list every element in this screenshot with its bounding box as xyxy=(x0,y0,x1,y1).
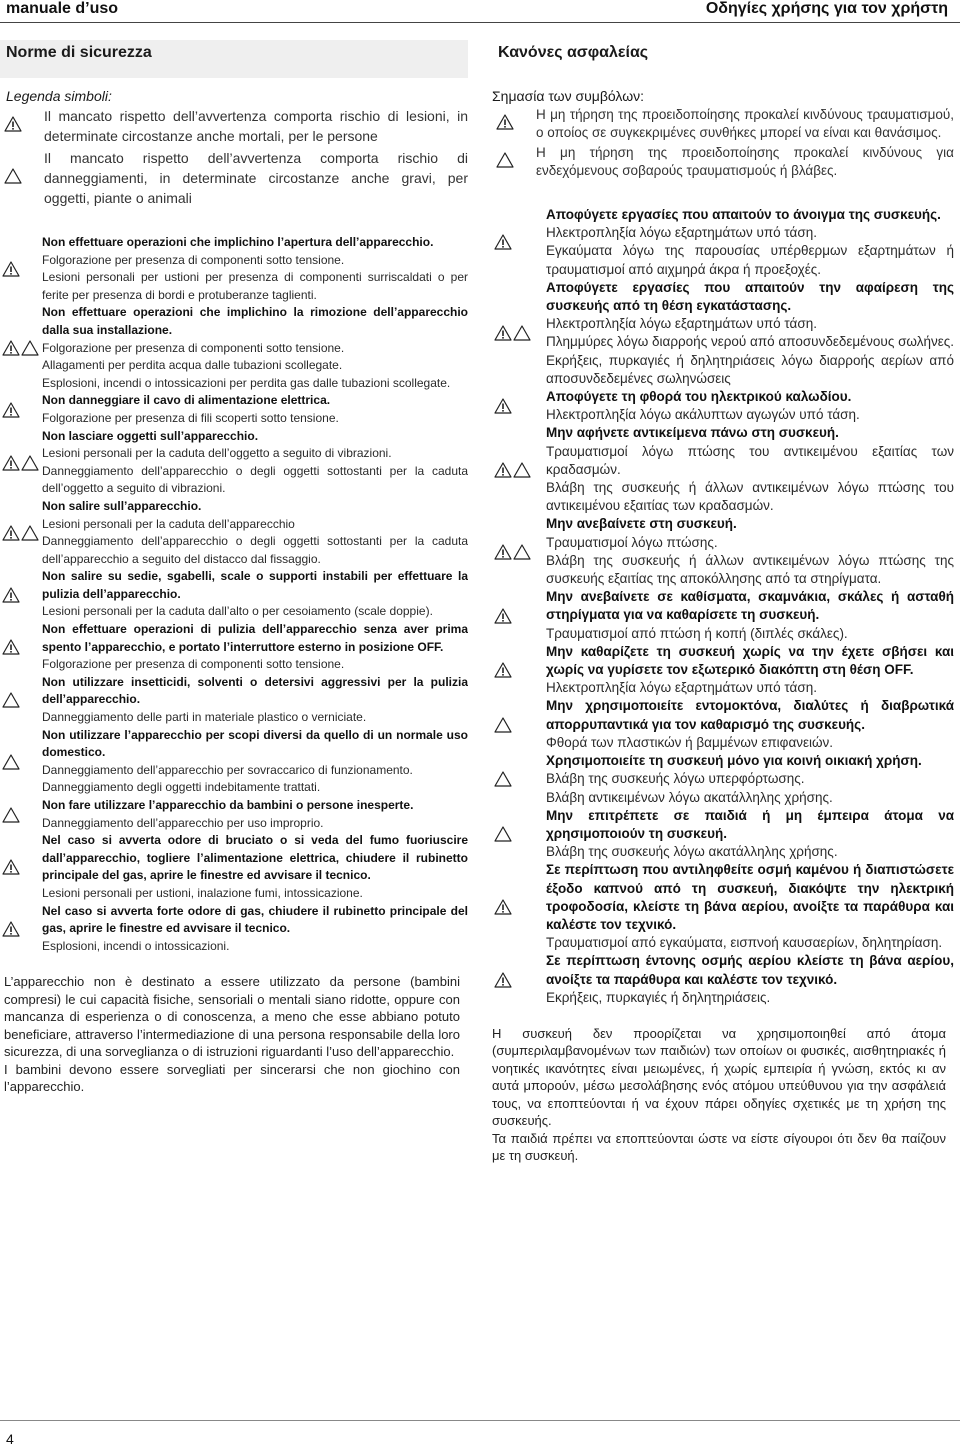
rule-text xyxy=(546,515,954,588)
rule-consequence: Βλάβη της συσκευής ή άλλων αντικειμένων λόγω πτώσης του αντικειμένου εξαιτίας των κραδασμών. xyxy=(546,480,954,514)
safety-rule xyxy=(492,588,954,643)
warning-outline-icon xyxy=(4,168,22,184)
rule-instruction: Σε περίπτωση που αντιληφθείτε οσμή καμένου ή διαπιστώσετε έξοδο καπνού από τη συσκευή, διακόψτε την ηλεκτρική τροφοδοσία, κλείστε τη βάνα αερίου, ανοίξτε τα παράθυρα και καλέστε τον τεχνικό. xyxy=(546,862,954,932)
legend-heading: Σημασία των συμβόλων: xyxy=(492,88,645,104)
safety-rule xyxy=(492,752,954,807)
warning-outline-icon xyxy=(2,807,20,823)
rule-instruction: Nel caso si avverta odore di bruciato o si veda del fumo fuoriuscire dall’apparecchio, togliere l’alimentazione elettrica, chiudere il rubinetto principale del gas, aprire le finestre ed avvisare il tecnico. xyxy=(42,833,468,883)
rule-consequence: Εγκαύματα λόγω της παρουσίας υπέρθερμων εξαρτημάτων ή τραυματισμοί από αιχμηρά άκρα ή προεξοχές. xyxy=(546,243,954,277)
rule-instruction: Χρησιμοποιείτε τη συσκευή μόνο για κοινή οικιακή χρήση. xyxy=(546,753,922,769)
rule-consequence: Lesioni personali per la caduta dall’alto o per cesoiamento (scale doppie). xyxy=(42,604,433,619)
rule-instruction: Non utilizzare insetticidi, solventi o detersivi aggressivi per la pulizia dell’apparecchio. xyxy=(42,674,468,707)
warning-filled-icon xyxy=(494,608,512,624)
rule-text xyxy=(546,279,954,388)
rule-icons xyxy=(492,771,546,787)
safety-rule xyxy=(0,234,468,304)
rule-text xyxy=(546,697,954,752)
rule-text xyxy=(546,643,954,698)
section-title: Norme di sicurezza xyxy=(0,40,468,78)
warning-filled-icon xyxy=(2,859,20,875)
rule-consequence: Lesioni personali per ustioni, inalazione fumi, intossicazione. xyxy=(42,885,363,900)
closing-text xyxy=(492,1025,954,1165)
page-number: 4 xyxy=(6,1431,14,1447)
rule-text xyxy=(42,832,468,902)
greek-column xyxy=(492,40,954,1411)
warning-filled-icon xyxy=(2,340,20,356)
rule-consequence: Εκρήξεις, πυρκαγιές ή δηλητηριάσεις λόγω διαρροής αερίων από αποσυνδεδεμένες σωληνώσεις xyxy=(546,352,954,386)
rule-icons xyxy=(0,921,42,937)
warning-filled-icon xyxy=(2,402,20,418)
rule-consequence: Βλάβη της συσκευής λόγω υπερφόρτωσης. xyxy=(546,771,805,787)
rule-instruction: Μην αφήνετε αντικείμενα πάνω στη συσκευή. xyxy=(546,425,839,441)
rule-consequence: Folgorazione per presenza di componenti sotto tensione. xyxy=(42,252,345,267)
rule-icons xyxy=(492,717,546,733)
rule-icons xyxy=(492,325,546,341)
rule-text xyxy=(42,903,468,956)
warning-filled-icon xyxy=(2,455,20,471)
warning-outline-icon xyxy=(494,717,512,733)
safety-rules xyxy=(492,206,954,1007)
warning-filled-icon xyxy=(2,921,20,937)
rule-instruction: Μην χρησιμοποιείτε εντομοκτόνα, διαλύτες ή διαβρωτικά απορρυπαντικά για τον καθαρισμό της συσκευής. xyxy=(546,698,954,732)
safety-rule xyxy=(492,643,954,698)
rule-text xyxy=(42,727,468,797)
safety-rule xyxy=(492,697,954,752)
rule-text xyxy=(546,588,954,643)
rule-text xyxy=(42,621,468,674)
closing-paragraph: I bambini devono essere sorvegliati per sincerarsi che non giochino con l’apparecchio. xyxy=(4,1061,460,1095)
warning-outline-icon xyxy=(513,544,531,560)
rule-text xyxy=(546,206,954,279)
rule-consequence: Βλάβη αντικειμένων λόγω ακατάλληλης χρήσης. xyxy=(546,789,833,805)
safety-rule xyxy=(0,832,468,902)
closing-paragraph: Τα παιδιά πρέπει να εποπτεύονται ώστε να είστε σίγουροι ότι δεν θα παίζουν με τη συσκευή. xyxy=(492,1130,946,1164)
header-divider xyxy=(0,22,960,23)
rule-icons xyxy=(492,972,546,988)
rule-consequence: Danneggiamento delle parti in materiale plastico o verniciate. xyxy=(42,710,367,725)
safety-rule xyxy=(0,568,468,621)
rule-icons xyxy=(492,899,546,915)
warning-filled-icon xyxy=(2,639,20,655)
warning-filled-icon xyxy=(494,662,512,678)
rule-consequence: Βλάβη της συσκευής λόγω ακατάλληλης χρήσης. xyxy=(546,844,838,860)
header-left-title: manuale d’uso xyxy=(6,0,119,17)
rule-text xyxy=(546,388,954,424)
rule-instruction: Non effettuare operazioni che implichino l’apertura dell’apparecchio. xyxy=(42,235,434,249)
rule-text xyxy=(42,428,468,498)
rule-consequence: Εκρήξεις, πυρκαγιές ή δηλητηριάσεις. xyxy=(546,989,771,1005)
rule-consequence: Danneggiamento dell’apparecchio o degli oggetti sottostanti per la caduta dell’oggetto a seguito di vibrazioni. xyxy=(42,463,468,496)
warning-filled-icon xyxy=(4,116,22,132)
safety-rule xyxy=(0,498,468,568)
rule-icons xyxy=(492,608,546,624)
rule-consequence: Danneggiamento dell’apparecchio per sovraccarico di funzionamento. xyxy=(42,762,413,777)
warning-outline-icon xyxy=(513,325,531,341)
rule-consequence: Ηλεκτροπληξία λόγω εξαρτημάτων υπό τάση. xyxy=(546,225,817,241)
rule-consequence: Danneggiamento dell’apparecchio o degli oggetti sottostanti per la caduta dell’apparecchio a seguito del distacco dal fissaggio. xyxy=(42,534,468,566)
rule-text xyxy=(42,674,468,727)
rule-instruction: Non effettuare operazioni di pulizia dell’apparecchio senza aver prima spento l’apparecchio, e portato l’interruttore esterno in posizione OFF. xyxy=(42,622,468,654)
rule-text xyxy=(42,498,468,568)
rule-icons xyxy=(0,402,42,418)
rule-consequence: Ηλεκτροπληξία λόγω εξαρτημάτων υπό τάση. xyxy=(546,316,817,332)
closing-paragraph: L’apparecchio non è destinato a essere utilizzato da persone (bambini compresi) le cui capacità fisiche, sensoriali o mentali siano ridotte, oppure con mancanza di esperienza o di conoscenza, a meno che esse abbiano potuto beneficiare, attraverso l’intermediazione di una persona responsabile della loro sicurezza, di una sorveglianza o di istruzioni riguardanti l’uso dell’apparecchio. xyxy=(4,974,460,1060)
warning-filled-icon xyxy=(494,972,512,988)
rule-text xyxy=(42,392,468,427)
safety-rule xyxy=(492,807,954,862)
rule-consequence: Danneggiamento degli oggetti indebitamente trattati. xyxy=(42,780,321,795)
rule-instruction: Non danneggiare il cavo di alimentazione elettrica. xyxy=(42,393,331,408)
rule-instruction: Nel caso si avverta forte odore di gas, chiudere il rubinetto principale del gas, aprire le finestre ed avvisare il tecnico. xyxy=(42,903,468,936)
safety-rule xyxy=(492,515,954,588)
closing-text xyxy=(0,973,468,1096)
legend-list xyxy=(492,106,954,180)
warning-outline-icon xyxy=(21,340,39,356)
rule-consequence: Πλημμύρες λόγω διαρροής νερού από αποσυνδεδεμένους σωλήνες. xyxy=(546,334,954,350)
rule-icons xyxy=(492,234,546,250)
legend-list xyxy=(0,106,468,208)
italian-column xyxy=(0,40,468,1411)
warning-outline-icon xyxy=(21,455,39,471)
legend-icon-cell xyxy=(492,152,536,173)
rule-text xyxy=(546,861,954,952)
safety-rules xyxy=(0,234,468,955)
legend-icon-cell xyxy=(492,114,536,135)
warning-filled-icon xyxy=(494,462,512,478)
safety-rule xyxy=(492,206,954,279)
rule-text xyxy=(546,424,954,515)
rule-icons xyxy=(0,455,42,471)
rule-instruction: Μην καθαρίζετε τη συσκευή χωρίς να την έχετε σβήσει και χωρίς να γυρίσετε τον εξωτερικό διακόπτη στη θέση OFF. xyxy=(546,643,954,678)
rule-text xyxy=(546,952,954,1007)
rule-instruction: Non fare utilizzare l’apparecchio da bambini o persone inesperte. xyxy=(42,798,414,812)
rule-instruction: Αποφύγετε εργασίες που απαιτούν την αφαίρεση της συσκευής από τη θέση εγκατάστασης. xyxy=(546,279,954,314)
safety-rule xyxy=(492,279,954,388)
safety-rule xyxy=(0,903,468,956)
legend-icon-cell xyxy=(0,168,44,189)
rule-icons xyxy=(0,754,42,770)
warning-outline-icon xyxy=(2,692,20,708)
warning-filled-icon xyxy=(2,525,20,541)
rule-icons xyxy=(0,639,42,655)
rule-text xyxy=(42,568,468,621)
warning-filled-icon xyxy=(494,398,512,414)
rule-icons xyxy=(0,261,42,277)
safety-rule xyxy=(0,674,468,727)
legend-text: Il mancato rispetto dell’avvertenza comporta rischio di lesioni, in determinate circostanze anche mortali, per le persone xyxy=(44,108,468,144)
warning-outline-icon xyxy=(21,525,39,541)
rule-consequence: Τραυματισμοί από εγκαύματα, εισπνοή καυσαερίων, δηλητηρίαση. xyxy=(546,935,943,951)
rule-consequence: Allagamenti per perdita acqua dalle tubazioni scollegate. xyxy=(42,358,343,373)
warning-outline-icon xyxy=(496,152,514,168)
rule-consequence: Φθορά των πλαστικών ή βαμμένων επιφανειών. xyxy=(546,734,834,750)
rule-icons xyxy=(0,587,42,603)
rule-instruction: Αποφύγετε τη φθορά του ηλεκτρικού καλωδίου. xyxy=(546,389,852,405)
rule-text xyxy=(42,304,468,392)
rule-consequence: Τραυματισμοί από πτώση ή κοπή (διπλές σκάλες). xyxy=(546,625,848,641)
rule-consequence: Lesioni personali per ustioni per presenza di componenti surriscaldati o per ferite per presenza di bordi e protuberanze taglienti. xyxy=(42,270,468,302)
rule-consequence: Esplosioni, incendi o intossicazioni per perdita gas dalle tubazioni scollegate. xyxy=(42,375,451,390)
safety-rule xyxy=(0,304,468,392)
rule-icons xyxy=(492,544,546,560)
warning-filled-icon xyxy=(496,114,514,130)
rule-icons xyxy=(492,662,546,678)
rule-icons xyxy=(492,462,546,478)
legend-item xyxy=(492,144,954,180)
warning-outline-icon xyxy=(494,826,512,842)
rule-instruction: Μην ανεβαίνετε σε καθίσματα, σκαμνάκια, σκάλες ή ασταθή στηρίγματα για να καθαρίσετε τη συσκευή. xyxy=(546,589,954,623)
warning-filled-icon xyxy=(2,261,20,277)
rule-icons xyxy=(0,807,42,823)
rule-consequence: Τραυματισμοί λόγω πτώσης του αντικειμένου εξαιτίας των κραδασμών. xyxy=(546,443,954,477)
rule-consequence: Τραυματισμοί λόγω πτώσης. xyxy=(546,534,718,550)
warning-outline-icon xyxy=(2,754,20,770)
safety-rule xyxy=(492,952,954,1007)
rule-instruction: Non utilizzare l’apparecchio per scopi diversi da quello di un normale uso domestico. xyxy=(42,727,468,760)
rule-icons xyxy=(492,398,546,414)
rule-icons xyxy=(0,525,42,541)
legend-item xyxy=(492,106,954,142)
safety-rule xyxy=(0,428,468,498)
rule-instruction: Μην επιτρέπετε σε παιδιά ή μη έμπειρα άτομα να χρησιμοποιούν τη συσκευή. xyxy=(546,807,954,841)
legend-item xyxy=(0,106,468,146)
legend-text: Η μη τήρηση της προειδοποίησης προκαλεί κινδύνους για ενδεχόμενους σοβαρούς τραυματισμούς ή βλάβες. xyxy=(536,145,954,178)
rule-instruction: Αποφύγετε εργασίες που απαιτούν το άνοιγμα της συσκευής. xyxy=(546,207,941,222)
page-header xyxy=(0,0,960,22)
rule-instruction: Non salire sull’apparecchio. xyxy=(42,498,202,513)
warning-filled-icon xyxy=(494,234,512,250)
rule-instruction: Non salire su sedie, sgabelli, scale o supporti instabili per effettuare la pulizia dell’apparecchio. xyxy=(42,569,468,601)
section-title: Κανόνες ασφαλείας xyxy=(498,44,649,61)
rule-consequence: Lesioni personali per la caduta dell’oggetto a seguito di vibrazioni. xyxy=(42,446,392,461)
safety-rule xyxy=(492,424,954,515)
rule-consequence: Danneggiamento dell’apparecchio per uso improprio. xyxy=(42,815,324,830)
rule-consequence: Βλάβη της συσκευής ή άλλων αντικειμένων λόγω πτώσης της συσκευής εξαιτίας της αποκόλλησης από τα στηρίγματα. xyxy=(546,552,954,587)
legend-text: Il mancato rispetto dell’avvertenza comporta rischio di danneggiamenti, in determinate circostanze anche gravi, per oggetti, piante o animali xyxy=(44,150,468,206)
safety-rule xyxy=(492,388,954,424)
rule-consequence: Folgorazione per presenza di componenti sotto tensione. xyxy=(42,340,345,355)
rule-text xyxy=(546,807,954,862)
legend-text: Η μη τήρηση της προειδοποίησης προκαλεί κινδύνους τραυματισμού, ο οποίος σε συγκεκριμένες συνθήκες μπορεί να είναι και θανάσιμος. xyxy=(536,107,954,140)
safety-rule xyxy=(0,727,468,797)
rule-consequence: Esplosioni, incendi o intossicazioni. xyxy=(42,938,230,953)
rule-icons xyxy=(0,692,42,708)
safety-rule xyxy=(0,392,468,427)
footer-divider xyxy=(0,1420,960,1421)
safety-rule xyxy=(0,621,468,674)
rule-instruction: Non effettuare operazioni che implichino la rimozione dell’apparecchio dalla sua installazione. xyxy=(42,305,468,337)
rule-consequence: Ηλεκτροπληξία λόγω εξαρτημάτων υπό τάση. xyxy=(546,680,817,696)
rule-icons xyxy=(0,859,42,875)
legend-heading: Legenda simboli: xyxy=(6,88,112,104)
safety-rule xyxy=(0,797,468,832)
rule-icons xyxy=(0,340,42,356)
rule-consequence: Folgorazione per presenza di fili scoperti sotto tensione. xyxy=(42,410,339,425)
rule-text xyxy=(546,752,954,807)
rule-instruction: Σε περίπτωση έντονης οσμής αερίου κλείστε τη βάνα αερίου, ανοίξτε τα παράθυρα και καλέστε τον τεχνικό. xyxy=(546,953,954,987)
rule-consequence: Lesioni personali per la caduta dell’apparecchio xyxy=(42,516,295,531)
rule-consequence: Ηλεκτροπληξία λόγω ακάλυπτων αγωγών υπό τάση. xyxy=(546,407,860,423)
rule-consequence: Folgorazione per presenza di componenti sotto tensione. xyxy=(42,657,345,672)
warning-outline-icon xyxy=(494,771,512,787)
rule-instruction: Non lasciare oggetti sull’apparecchio. xyxy=(42,428,259,443)
warning-filled-icon xyxy=(494,544,512,560)
warning-outline-icon xyxy=(513,462,531,478)
legend-icon-cell xyxy=(0,116,44,137)
rule-instruction: Μην ανεβαίνετε στη συσκευή. xyxy=(546,516,737,532)
closing-paragraph: Η συσκευή δεν προορίζεται να χρησιμοποιηθεί από άτομα (συμπεριλαμβανομένων των παιδιών) των οποίων οι φυσικές, αισθητηριακές ή νοητικές ικανότητες είναι μειωμένες, ή χωρίς εμπειρία ή γνώση, εκτός κι αν αυτά μπορούν, μέσω μεσολάβησης ενός ατόμου υπεύθυνου για την ασφάλειά τους, να εποπτεύονται ή να έχουν πάρει οδηγίες σχετικές με τη χρήση της συσκευής. xyxy=(492,1025,946,1129)
warning-filled-icon xyxy=(494,899,512,915)
rule-text xyxy=(42,797,468,832)
legend-item xyxy=(0,148,468,208)
rule-icons xyxy=(492,826,546,842)
warning-filled-icon xyxy=(2,587,20,603)
safety-rule xyxy=(492,861,954,952)
rule-text xyxy=(42,234,468,304)
warning-filled-icon xyxy=(494,325,512,341)
header-right-title: Οδηγίες χρήσης για τον χρήστη xyxy=(705,0,948,17)
